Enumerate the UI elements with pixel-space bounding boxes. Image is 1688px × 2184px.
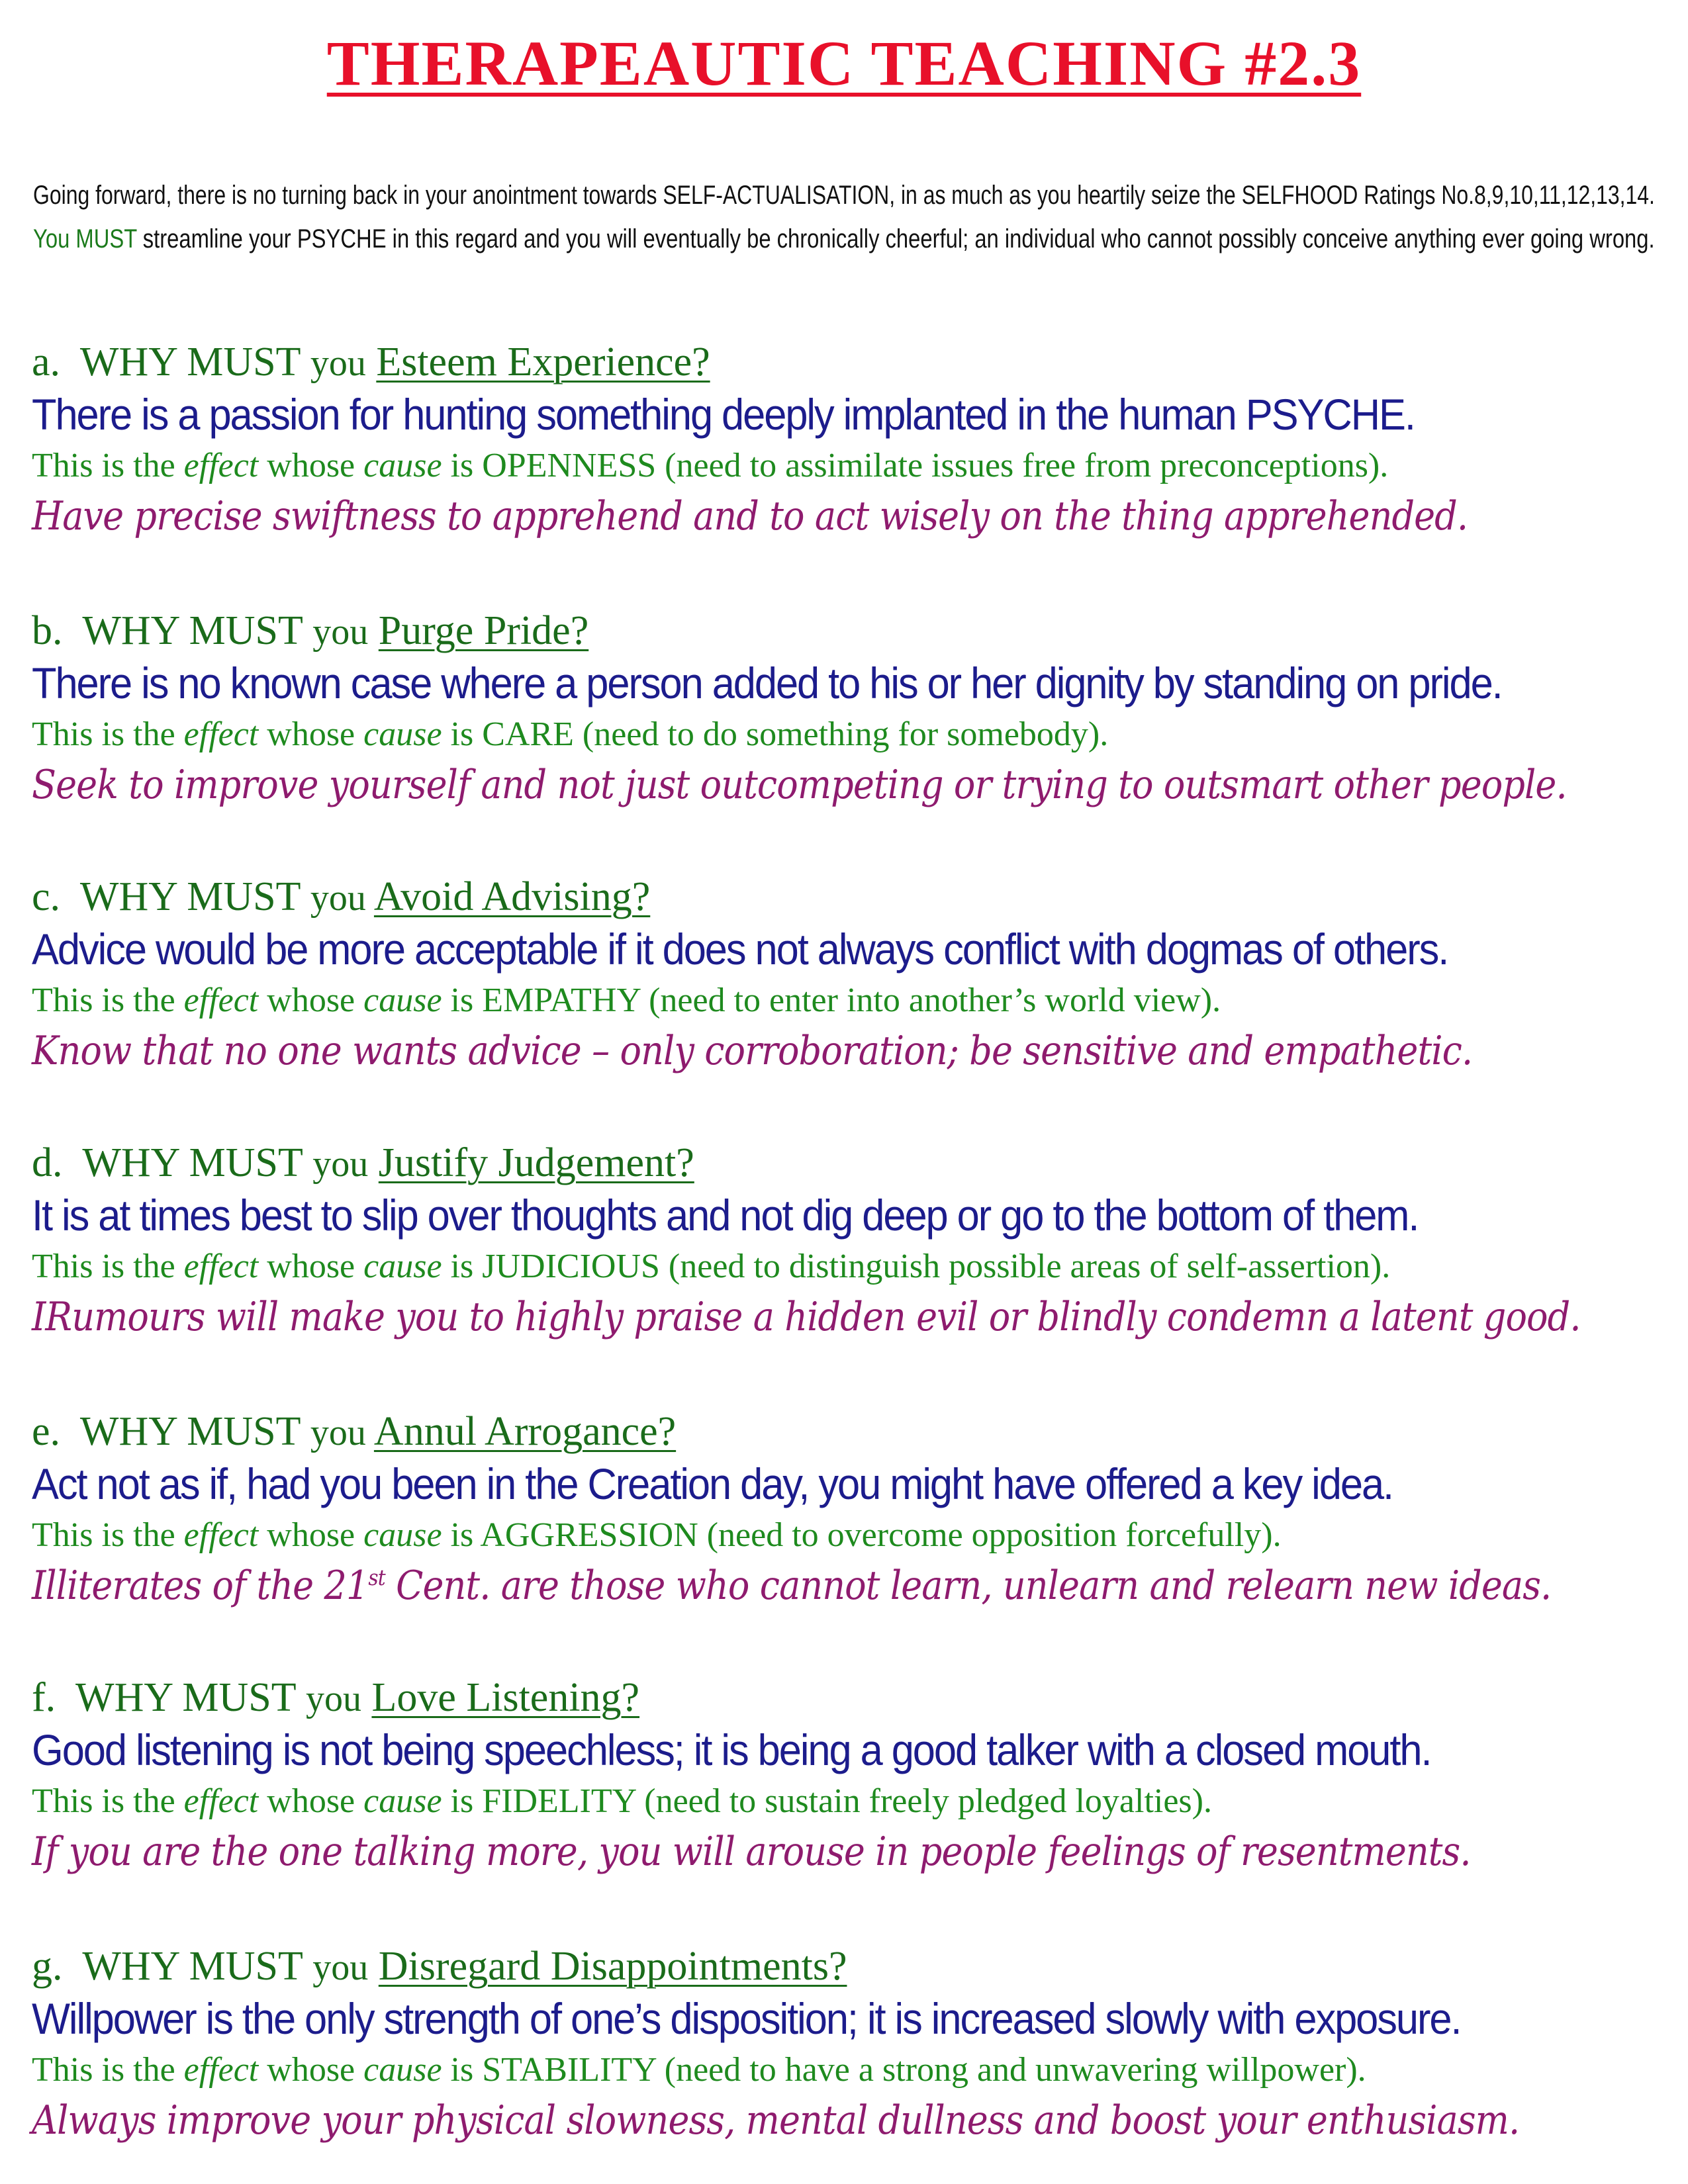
section-heading: f. WHY MUST you Love Listening? xyxy=(32,1675,640,1720)
intro-you-must: You MUST xyxy=(33,224,137,253)
section-heading: g. WHY MUST you Disregard Disappointments? xyxy=(32,1944,847,1989)
section-b xyxy=(32,608,1660,811)
section-topic: Annul Arrogance? xyxy=(373,1409,677,1454)
section-advice: If you are the one talking more, you will arouse in people feelings of resentments. xyxy=(32,1829,1471,1875)
section-advice: Seek to improve yourself and not just outcompeting or trying to outsmart other people. xyxy=(32,762,1567,808)
section-cause: This is the effect whose cause is FIDELITY (need to sustain freely pledged loyalties). xyxy=(32,1782,1212,1820)
section-cause: This is the effect whose cause is STABILITY (need to have a strong and unwavering willpower). xyxy=(32,2051,1366,2089)
section-g xyxy=(32,1943,1660,2147)
section-topic: Disregard Disappointments? xyxy=(378,1944,847,1989)
section-advice: Know that no one wants advice – only corroboration; be sensitive and empathetic. xyxy=(32,1028,1473,1074)
section-a xyxy=(32,339,1660,543)
section-advice: IRumours will make you to highly praise a hidden evil or blindly condemn a latent good. xyxy=(32,1294,1581,1340)
section-d xyxy=(32,1140,1660,1343)
section-f xyxy=(32,1674,1660,1878)
section-statement: Good listening is not being speechless; it is being a good talker with a closed mouth. xyxy=(32,1725,1431,1774)
section-statement: There is no known case where a person added to his or her dignity by standing on pride. xyxy=(32,659,1502,707)
section-heading: e. WHY MUST you Annul Arrogance? xyxy=(32,1409,677,1454)
section-cause: This is the effect whose cause is EMPATHY (need to enter into another’s world view). xyxy=(32,981,1221,1019)
section-heading: a. WHY MUST you Esteem Experience? xyxy=(32,340,710,385)
section-topic: Esteem Experience? xyxy=(376,340,710,385)
section-statement: It is at times best to slip over thoughts and not dig deep or go to the bottom of them. xyxy=(32,1191,1419,1240)
section-topic: Justify Judgement? xyxy=(378,1140,694,1185)
section-topic: Purge Pride? xyxy=(378,608,589,653)
section-c xyxy=(32,874,1660,1077)
section-heading: b. WHY MUST you Purge Pride? xyxy=(32,608,589,653)
page-title: THERAPEAUTIC TEACHING #2.3 xyxy=(326,28,1362,99)
section-advice: Have precise swiftness to apprehend and to act wisely on the thing apprehended. xyxy=(32,493,1468,539)
section-statement: Act not as if, had you been in the Creation day, you might have offered a key idea. xyxy=(32,1459,1393,1508)
section-advice: Illiterates of the 21st Cent. are those who cannot learn, unlearn and relearn new ideas. xyxy=(32,1563,1552,1609)
intro-paragraph xyxy=(33,173,1662,261)
intro-line-2 xyxy=(33,217,1655,261)
section-statement: There is a passion for hunting something deeply implanted in the human PSYCHE. xyxy=(32,390,1415,439)
section-cause: This is the effect whose cause is CARE (need to do something for somebody). xyxy=(32,715,1109,753)
section-heading: c. WHY MUST you Avoid Advising? xyxy=(32,874,651,919)
section-statement: Willpower is the only strength of one’s disposition; it is increased slowly with exposure. xyxy=(32,1994,1461,2043)
section-cause: This is the effect whose cause is JUDICIOUS (need to distinguish possible areas of self-assertion). xyxy=(32,1248,1391,1285)
section-statement: Advice would be more acceptable if it does not always conflict with dogmas of others. xyxy=(32,925,1448,974)
section-cause: This is the effect whose cause is AGGRESSION (need to overcome opposition forcefully). xyxy=(32,1516,1282,1554)
section-topic: Avoid Advising? xyxy=(373,874,651,919)
section-e xyxy=(32,1408,1660,1612)
section-advice: Always improve your physical slowness, mental dullness and boost your enthusiasm. xyxy=(32,2097,1520,2144)
section-cause: This is the effect whose cause is OPENNESS (need to assimilate issues free from preconceptions). xyxy=(32,447,1389,484)
section-topic: Love Listening? xyxy=(371,1675,640,1720)
intro-line-2-rest: streamline your PSYCHE in this regard and you will eventually be chronically cheerful; an individual who cannot possibly conceive anything ever going wrong. xyxy=(136,224,1655,253)
intro-line-1: Going forward, there is no turning back in your anointment towards SELF-ACTUALISATION, in as much as you heartily seize the SELFHOOD Ratings No.8,9,10,11,12,13,14. xyxy=(33,181,1655,210)
section-heading: d. WHY MUST you Justify Judgement? xyxy=(32,1140,694,1185)
